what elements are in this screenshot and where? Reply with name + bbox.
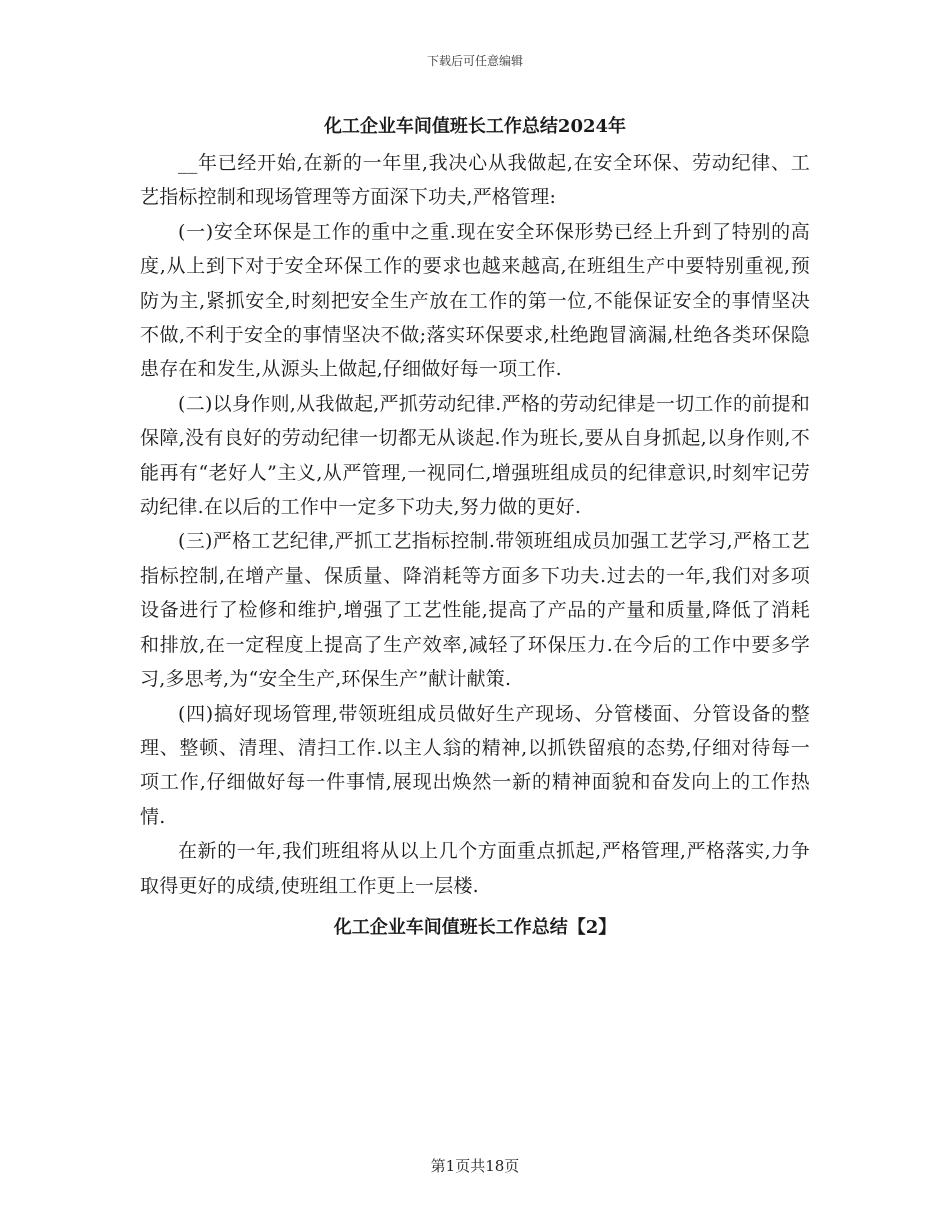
page-header: 下载后可任意编辑: [426, 54, 523, 68]
paragraph-intro: __年已经开始,在新的一年里,我决心从我做起,在安全环保、劳动纪律、工艺指标控制和现场管理等方面深下功夫,严格管理:: [140, 152, 810, 209]
paragraph-site-management: (四)搞好现场管理,带领班组成员做好生产现场、分管楼面、分管设备的整理、整顿、清理、清扫工作.以主人翁的精神,以抓铁留痕的态势,仔细对待每一项工作,仔细做好每一件事情,展现出焕然一新的精神面貌和奋发向上的工作热情.: [140, 702, 810, 828]
paragraph-conclusion: 在新的一年,我们班组将从以上几个方面重点抓起,严格管理,严格落实,力争取得更好的成绩,使班组工作更上一层楼.: [140, 840, 810, 897]
paragraph-safety: (一)安全环保是工作的重中之重.现在安全环保形势已经上升到了特别的高度,从上到下对于安全环保工作的要求也越来越高,在班组生产中要特别重视,预防为主,紧抓安全,时刻把安全生产放在工作的第一位,不能保证安全的事情坚决不做,不利于安全的事情坚决不做;落实环保要求,杜绝跑冒滴漏,杜绝各类环保隐患存在和发生,从源头上做起,仔细做好每一项工作.: [140, 220, 810, 381]
document-body: [140, 108, 810, 947]
section-subtitle: 化工企业车间值班长工作总结【2】: [333, 916, 617, 938]
page-footer: 第1页共18页: [430, 1157, 520, 1175]
document-title: 化工企业车间值班长工作总结2024年: [323, 116, 627, 137]
paragraph-discipline: (二)以身作则,从我做起,严抓劳动纪律.严格的劳动纪律是一切工作的前提和保障,没有良好的劳动纪律一切都无从谈起.作为班长,要从自身抓起,以身作则,不能再有“老好人”主义,从严管理,一视同仁,增强班组成员的纪律意识,时刻牢记劳动纪律.在以后的工作中一定多下功夫,努力做的更好.: [140, 392, 810, 519]
paragraph-process: (三)严格工艺纪律,严抓工艺指标控制.带领班组成员加强工艺学习,严格工艺指标控制,在增产量、保质量、降消耗等方面多下功夫.过去的一年,我们对多项设备进行了检修和维护,增强了工艺性能,提高了产品的产量和质量,降低了消耗和排放,在一定程度上提高了生产效率,减轻了环保压力.在今后的工作中要多学习,多思考,为“安全生产,环保生产”献计献策.: [140, 530, 810, 691]
